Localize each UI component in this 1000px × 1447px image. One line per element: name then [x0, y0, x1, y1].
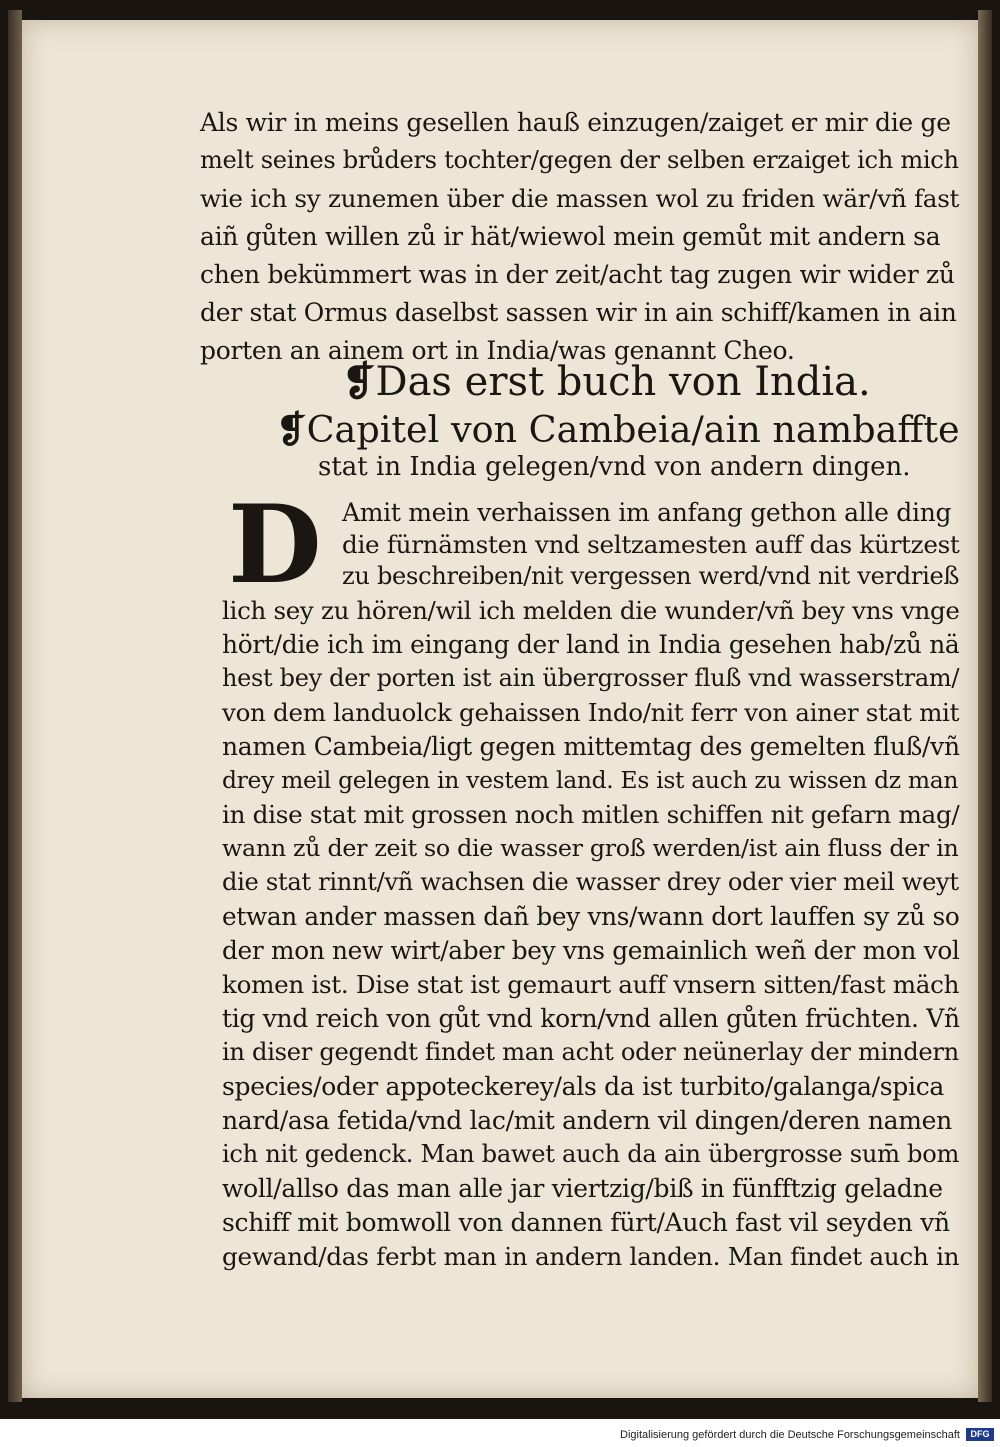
- body-line: wann zů der zeit so die wasser groß werden/ist ain fluss der in: [222, 834, 959, 862]
- body-line: woll/allso das man alle jar viertzig/biß in fünfftzig geladne: [222, 1174, 943, 1203]
- body-line: in dise stat mit grossen noch mitlen schiffen nit gefarn mag/: [222, 800, 960, 829]
- body-line: in diser gegendt findet man acht oder neünerlay der mindern: [222, 1038, 959, 1066]
- body-line: die fürnämsten vnd seltzamesten auff das kürtzest: [342, 530, 960, 559]
- chapter-heading-line1: Capitel von Cambeia/ain nambaffte: [306, 408, 960, 451]
- funding-notice: Digitalisierung gefördert durch die Deutsche Forschungsgemeinschaft: [620, 1429, 960, 1441]
- intro-line: der stat Ormus daselbst sassen wir in ain schiff/kamen in ain: [200, 298, 957, 327]
- body-line: gewand/das ferbt man in andern landen. Man findet auch in: [222, 1242, 960, 1271]
- body-line: komen ist. Dise stat ist gemaurt auff vnsern sitten/fast mäch: [222, 970, 960, 999]
- body-line: die stat rinnt/vñ wachsen die wasser drey oder vier meil weyt: [222, 868, 959, 896]
- body-line: namen Cambeia/ligt gegen mittemtag des gemelten fluß/vñ: [222, 732, 960, 761]
- intro-line: melt seines brůders tochter/gegen der selben erzaiget ich mich: [200, 146, 959, 174]
- body-line: species/oder appoteckerey/als da ist turbito/galanga/spica: [222, 1072, 945, 1101]
- body-line: schiff mit bomwoll von dannen fürt/Auch fast vil seyden vñ: [222, 1208, 950, 1237]
- body-line: hört/die ich im eingang der land in India gesehen hab/zů nä: [222, 630, 960, 659]
- page-edge-right: [978, 10, 992, 1402]
- intro-line: chen bekümmert was in der zeit/acht tag zugen wir wider zů: [200, 260, 955, 289]
- book-heading-text: Das erst buch von India.: [375, 359, 871, 405]
- pilcrow-icon: ❡: [342, 358, 376, 405]
- intro-line: Als wir in meins gesellen hauß einzugen/zaiget er mir die ge: [200, 108, 951, 137]
- intro-line: wie ich sy zunemen über die massen wol zu friden wär/vñ fast: [200, 184, 960, 213]
- body-line: ich nit gedenck. Man bawet auch da ain übergrosse sum̄ bom: [222, 1140, 960, 1168]
- body-line: von dem landuolck gehaissen Indo/nit ferr von ainer stat mit: [222, 698, 960, 727]
- drop-initial: D: [228, 482, 322, 608]
- pilcrow-icon: ❡: [276, 408, 307, 451]
- book-heading: [342, 358, 871, 405]
- body-line: Amit mein verhaissen im anfang gethon alle ding: [342, 498, 952, 527]
- body-line: etwan ander massen dañ bey vns/wann dort lauffen sy zů so: [222, 902, 960, 931]
- chapter-heading-line2: stat in India gelegen/vnd von andern dingen.: [318, 452, 911, 482]
- intro-line: porten an ainem ort in India/was genannt Cheo.: [200, 336, 795, 365]
- body-line: zu beschreiben/nit vergessen werd/vnd nit verdrieß: [342, 562, 960, 590]
- dfg-logo: DFG: [966, 1428, 994, 1441]
- body-line: der mon new wirt/aber bey vns gemainlich weñ der mon vol: [222, 936, 960, 965]
- body-line: nard/asa fetida/vnd lac/mit andern vil dingen/deren namen: [222, 1106, 952, 1135]
- intro-line: aiñ gůten willen zů ir hät/wiewol mein gemůt mit andern sa: [200, 222, 941, 251]
- page-edge-left: [8, 10, 22, 1402]
- body-line: hest bey der porten ist ain übergrosser fluß vnd wasserstram/: [222, 664, 960, 692]
- body-line: drey meil gelegen in vestem land. Es ist auch zu wissen dz man: [222, 766, 959, 794]
- chapter-heading: [276, 408, 960, 451]
- body-line: lich sey zu hören/wil ich melden die wunder/vñ bey vns vnge: [222, 596, 960, 625]
- body-line: tig vnd reich von gůt vnd korn/vnd allen gůten früchten. Vñ: [222, 1004, 960, 1033]
